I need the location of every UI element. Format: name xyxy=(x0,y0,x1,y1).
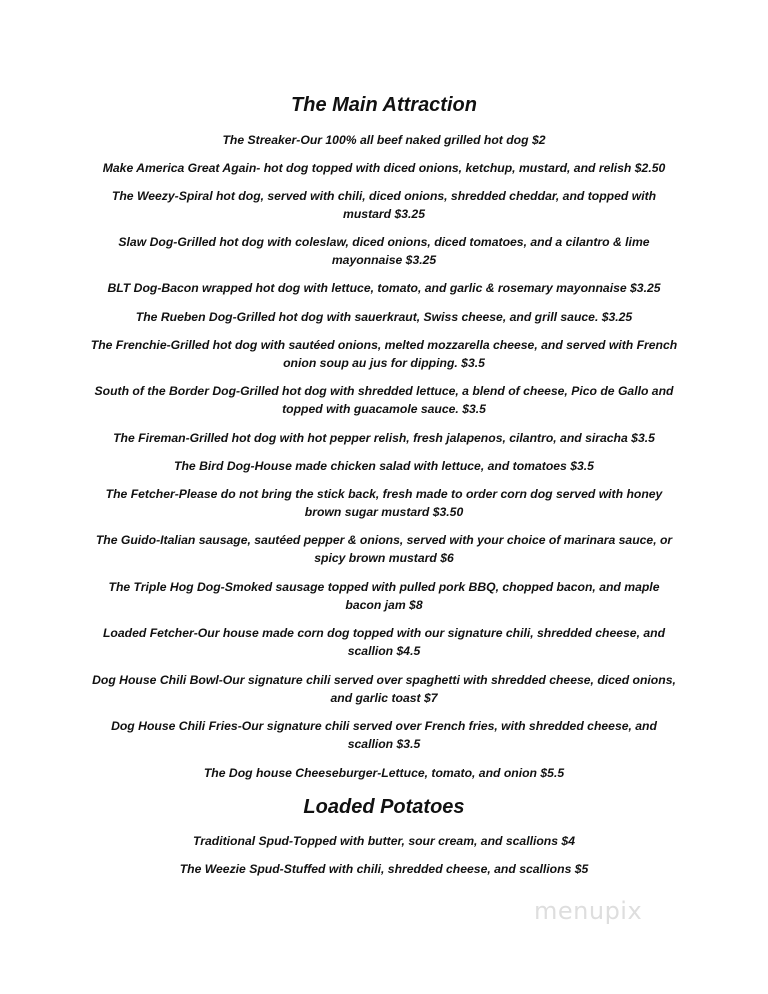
menu-item-chili-fries: Dog House Chili Fries-Our signature chili served over French fries, with shredded cheese, and scallion $3.5 xyxy=(111,719,657,751)
section-title-loaded-potatoes: Loaded Potatoes xyxy=(303,796,465,818)
menu-item-loaded-fetcher: Loaded Fetcher-Our house made corn dog topped with our signature chili, shredded cheese, and scallion $4.5 xyxy=(102,626,666,658)
menu-item-traditional-spud: Traditional Spud-Topped with butter, sour cream, and scallions $4 xyxy=(193,834,575,848)
menu-item-cheeseburger: The Dog house Cheeseburger-Lettuce, tomato, and onion $5.5 xyxy=(203,766,565,780)
menu-item-slaw-dog: Slaw Dog-Grilled hot dog with coleslaw, diced onions, diced tomatoes, and a cilantro & lime mayonnaise $3.25 xyxy=(118,235,650,267)
menu-item-triple-hog-dog: The Triple Hog Dog-Smoked sausage topped with pulled pork BBQ, chopped bacon, and maple bacon jam $8 xyxy=(108,580,660,612)
menu-item-make-america-great-again: Make America Great Again- hot dog topped with diced onions, ketchup, mustard, and relish $2.50 xyxy=(102,161,666,175)
menu-item-guido: The Guido-Italian sausage, sautéed pepper & onions, served with your choice of marinara sauce, or spicy brown mustard $6 xyxy=(95,533,673,565)
menu-item-weezie-spud: The Weezie Spud-Stuffed with chili, shredded cheese, and scallions $5 xyxy=(179,862,589,876)
menu-item-fetcher: The Fetcher-Please do not bring the stick back, fresh made to order corn dog served with honey brown sugar mustard $3.50 xyxy=(105,487,663,519)
menu-item-chili-bowl: Dog House Chili Bowl-Our signature chili served over spaghetti with shredded cheese, diced onions, and garlic toast $7 xyxy=(92,673,676,705)
menupix-watermark-logo: menupix xyxy=(534,897,643,925)
menu-item-weezy: The Weezy-Spiral hot dog, served with chili, diced onions, shredded cheddar, and topped with mustard $3.25 xyxy=(111,189,657,221)
menu-item-frenchie: The Frenchie-Grilled hot dog with sautéed onions, melted mozzarella cheese, and served with French onion soup au jus for dipping. $3.5 xyxy=(90,338,678,370)
menu-item-blt-dog: BLT Dog-Bacon wrapped hot dog with lettuce, tomato, and garlic & rosemary mayonnaise $3.25 xyxy=(107,281,661,295)
menu-item-south-of-the-border: South of the Border Dog-Grilled hot dog with shredded lettuce, a blend of cheese, Pico de Gallo and topped with guacamole sauce. $3.5 xyxy=(94,384,674,416)
menu-item-fireman: The Fireman-Grilled hot dog with hot pepper relish, fresh jalapenos, cilantro, and siracha $3.5 xyxy=(113,431,655,445)
menu-item-bird-dog: The Bird Dog-House made chicken salad with lettuce, and tomatoes $3.5 xyxy=(174,459,594,473)
menu-item-streaker: The Streaker-Our 100% all beef naked grilled hot dog $2 xyxy=(222,133,546,147)
menu-item-rueben-dog: The Rueben Dog-Grilled hot dog with sauerkraut, Swiss cheese, and grill sauce. $3.25 xyxy=(135,310,633,324)
section-title-main-attraction: The Main Attraction xyxy=(291,94,477,116)
